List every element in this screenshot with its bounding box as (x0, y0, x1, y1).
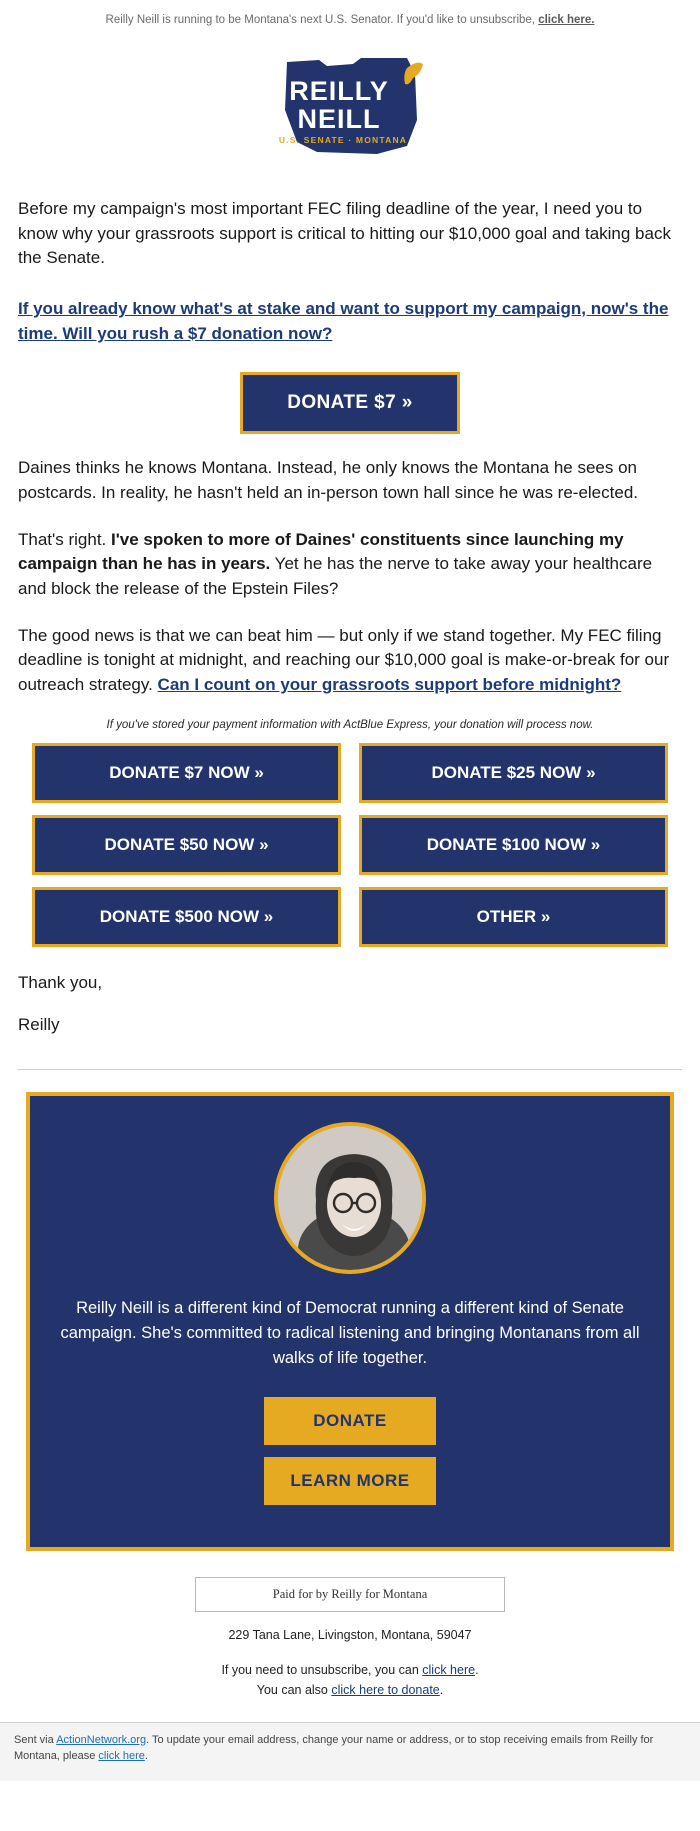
unsubscribe-text-1: If you need to unsubscribe, you can (221, 1662, 423, 1677)
donate-period-2: . (439, 1682, 444, 1697)
donate-amount-button-other[interactable]: OTHER » (359, 887, 668, 947)
unsubscribe-period-1: . (475, 1662, 479, 1677)
paragraph-constituents (18, 528, 682, 602)
section-divider (18, 1069, 682, 1070)
paragraph-intro: Before my campaign's most important FEC filing deadline of the year, I need you to know why your grassroots support is critical to hitting our $10,000 goal and taking back the Senate. (18, 199, 671, 268)
unsubscribe-link[interactable]: click here (422, 1662, 476, 1677)
inline-support-link[interactable]: Can I count on your grassroots support before midnight? (157, 674, 622, 694)
email-body (0, 197, 700, 1035)
svg-text:REILLY: REILLY (289, 76, 389, 107)
card-donate-button[interactable]: DONATE (264, 1397, 436, 1445)
sent-via-footer (0, 1722, 700, 1781)
bio-card-text: Reilly Neill is a different kind of Democrat running a different kind of Senate campaign. She's committed to radical listening and bringing Montanans from all walks of life together. (60, 1299, 640, 1367)
sent-via-text-3: . (144, 1749, 148, 1762)
sent-via-text-1: Sent via (14, 1733, 57, 1746)
paragraph-deadline-text: The good news is that we can beat him — but only if we stand together. My FEC filing deadline is tonight at midnight, and reaching our $10,000 goal is make-or-break for our outreach strategy. (18, 625, 670, 694)
donate-7-button[interactable]: DONATE $7 » (240, 372, 459, 434)
footer-preferences-link[interactable]: click here (98, 1749, 145, 1762)
donation-amount-grid (32, 743, 668, 947)
svg-text:U.S. SENATE · MONTANA: U.S. SENATE · MONTANA (278, 135, 408, 146)
mailing-address: 229 Tana Lane, Livingston, Montana, 59047 (228, 1627, 472, 1642)
donate-amount-button-500[interactable]: DONATE $500 NOW » (32, 887, 341, 947)
inline-donate-link[interactable]: If you already know what's at stake and want to support my campaign, now's the time. Will you rush a $7 donation now? (18, 299, 669, 343)
sent-via-text-2: . To update your email address, change your name or address, or to stop receiving emails from Reilly for Montana, please (14, 1733, 654, 1762)
paragraph-deadline (18, 624, 682, 698)
donate-amount-button-25[interactable]: DONATE $25 NOW » (359, 743, 668, 803)
actionnetwork-link[interactable]: ActionNetwork.org (56, 1733, 147, 1746)
logo-container (0, 38, 700, 173)
preheader-unsubscribe-link[interactable]: click here. (538, 14, 595, 26)
preheader-text: Reilly Neill is running to be Montana's next U.S. Senator. If you'd like to unsubscribe, (105, 14, 539, 26)
donate-text-2: You can also (256, 1682, 332, 1697)
signature-name: Reilly (18, 1015, 60, 1035)
paragraph-constituents-bold: I've spoken to more of Daines' constituents since launching my campaign than he has in years. (18, 529, 624, 574)
paragraph-constituents-lead: That's right. (18, 529, 112, 549)
preheader-bar (0, 0, 700, 38)
reilly-neill-logo (257, 50, 443, 162)
primary-cta-container (18, 372, 682, 434)
paid-for-disclaimer: Paid for by Reilly for Montana (195, 1577, 505, 1612)
unsubscribe-block (0, 1660, 700, 1700)
actblue-express-disclaimer: If you've stored your payment information with ActBlue Express, your donation will process now. (106, 719, 594, 732)
footer-donate-link[interactable]: click here to donate (331, 1682, 440, 1697)
signoff-text: Thank you, (18, 973, 103, 993)
card-learn-more-button[interactable]: LEARN MORE (264, 1457, 436, 1505)
svg-text:NEILL: NEILL (297, 104, 381, 135)
donate-amount-button-100[interactable]: DONATE $100 NOW » (359, 815, 668, 875)
avatar (274, 1122, 426, 1274)
donate-amount-button-50[interactable]: DONATE $50 NOW » (32, 815, 341, 875)
paragraph-constituents-tail: Yet he has the nerve to take away your healthcare and block the release of the Epstein Files? (18, 554, 653, 598)
paragraph-daines: Daines thinks he knows Montana. Instead, he only knows the Montana he sees on postcards. In reality, he hasn't held an in-person town hall since he was re-elected. (18, 458, 638, 502)
paragraph-cta-link (18, 297, 682, 346)
donate-amount-button-7[interactable]: DONATE $7 NOW » (32, 743, 341, 803)
bio-card (26, 1092, 674, 1550)
